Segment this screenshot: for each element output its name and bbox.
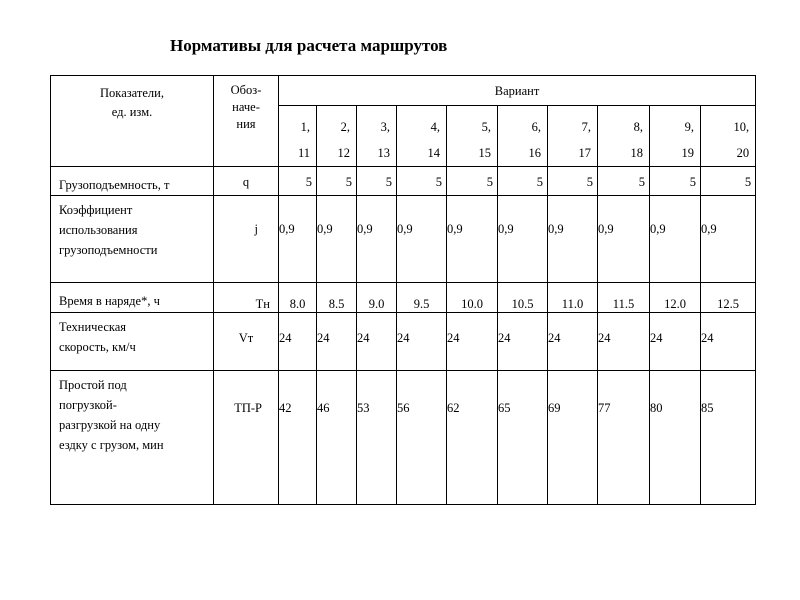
table-cell: 24: [279, 313, 317, 371]
table-row-loading-idle-time: [51, 371, 756, 505]
variant-number-4: [397, 106, 447, 167]
variant-number-top: 2,: [340, 120, 350, 134]
row-symbol: j: [214, 196, 279, 283]
variant-number-top: 1,: [300, 120, 310, 134]
table-cell: 5: [397, 167, 447, 196]
table-cell: 85: [701, 371, 756, 505]
table-cell: 5: [701, 167, 756, 196]
table-row-capacity-utilization: [51, 196, 756, 283]
row-symbol: q: [214, 167, 279, 196]
variant-number-8: [598, 106, 650, 167]
table-cell: 24: [598, 313, 650, 371]
variant-number-top: 7,: [581, 120, 591, 134]
table-cell: 12.5: [701, 283, 756, 313]
table-cell: 24: [357, 313, 397, 371]
variant-number-bottom: 18: [630, 146, 643, 160]
table-cell: 0,9: [548, 196, 598, 283]
variant-number-5: [447, 106, 498, 167]
variant-number-bottom: 15: [478, 146, 491, 160]
header-indicator-line2: ед. изм.: [111, 105, 153, 119]
row-label: [51, 371, 214, 505]
row-label-line: использования: [59, 223, 138, 237]
variant-number-top: 5,: [481, 120, 491, 134]
row-label-line: Грузоподъемность, т: [59, 178, 170, 192]
table-cell: 0,9: [598, 196, 650, 283]
table-cell: 11.5: [598, 283, 650, 313]
table-cell: 24: [650, 313, 701, 371]
variant-number-bottom: 19: [681, 146, 694, 160]
table-cell: 0,9: [498, 196, 548, 283]
table-cell: 24: [317, 313, 357, 371]
header-symbol-line2: наче-: [232, 100, 260, 114]
table-cell: 42: [279, 371, 317, 505]
variant-number-2: [317, 106, 357, 167]
table-cell: 24: [498, 313, 548, 371]
table-cell: 8.5: [317, 283, 357, 313]
variant-number-6: [498, 106, 548, 167]
row-label: [51, 283, 214, 313]
table-cell: 5: [357, 167, 397, 196]
row-symbol: Vт: [214, 313, 279, 371]
row-label-line: разгрузкой на одну: [59, 418, 161, 432]
table-cell: 5: [279, 167, 317, 196]
variant-number-9: [650, 106, 701, 167]
table-cell: 0,9: [357, 196, 397, 283]
row-label-line: ездку с грузом, мин: [59, 438, 164, 452]
row-symbol: ТП-Р: [214, 371, 279, 505]
variant-number-10: [701, 106, 756, 167]
table-cell: 5: [598, 167, 650, 196]
variant-number-bottom: 20: [736, 146, 750, 160]
page-title: Нормативы для расчета маршрутов: [170, 36, 448, 55]
table-cell: 5: [447, 167, 498, 196]
table-cell: 5: [317, 167, 357, 196]
table-cell: 9.5: [397, 283, 447, 313]
table-cell: 0,9: [317, 196, 357, 283]
variant-number-top: 4,: [430, 120, 440, 134]
row-label: [51, 196, 214, 283]
table-cell: 56: [397, 371, 447, 505]
row-label: [51, 313, 214, 371]
table-cell: 5: [498, 167, 548, 196]
table-cell: 69: [548, 371, 598, 505]
table-cell: 0,9: [650, 196, 701, 283]
variant-number-top: 3,: [380, 120, 390, 134]
table-cell: 10.0: [447, 283, 498, 313]
table-cell: 5: [548, 167, 598, 196]
table-cell: 24: [548, 313, 598, 371]
table-cell: 11.0: [548, 283, 598, 313]
variant-number-bottom: 12: [337, 146, 350, 160]
variant-number-top: 8,: [633, 120, 643, 134]
header-variant: Вариант: [279, 76, 756, 106]
table-cell: 5: [650, 167, 701, 196]
row-symbol: Тн: [214, 283, 279, 313]
table-row-shift-time: [51, 283, 756, 313]
table-cell: 53: [357, 371, 397, 505]
header-indicator: [51, 76, 214, 167]
table-cell: 77: [598, 371, 650, 505]
variant-number-3: [357, 106, 397, 167]
row-label-line: Время в наряде*, ч: [59, 294, 160, 308]
variant-number-bottom: 11: [297, 146, 310, 160]
norms-table: [50, 75, 756, 505]
table-cell: 0,9: [279, 196, 317, 283]
row-label-line: Техническая: [59, 320, 127, 334]
table-row-technical-speed: [51, 313, 756, 371]
table-cell: 24: [701, 313, 756, 371]
table-cell: 80: [650, 371, 701, 505]
row-label-line: грузоподъемности: [59, 243, 158, 257]
table-cell: 24: [397, 313, 447, 371]
table-cell: 0,9: [701, 196, 756, 283]
variant-number-top: 9,: [684, 120, 694, 134]
table-cell: 8.0: [279, 283, 317, 313]
header-symbol-line1: Обоз-: [230, 83, 262, 97]
table-cell: 24: [447, 313, 498, 371]
variant-number-bottom: 13: [377, 146, 390, 160]
row-label-line: Простой под: [59, 378, 127, 392]
table-cell: 9.0: [357, 283, 397, 313]
row-label-line: Коэффициент: [59, 203, 133, 217]
row-label-line: погрузкой-: [59, 398, 117, 412]
variant-number-top: 10,: [733, 120, 750, 134]
table-cell: 46: [317, 371, 357, 505]
variant-number-bottom: 14: [427, 146, 440, 160]
table-cell: 0,9: [447, 196, 498, 283]
header-indicator-line1: Показатели,: [100, 86, 164, 100]
variant-number-7: [548, 106, 598, 167]
table-cell: 10.5: [498, 283, 548, 313]
table-cell: 62: [447, 371, 498, 505]
variant-number-bottom: 16: [528, 146, 541, 160]
table-cell: 12.0: [650, 283, 701, 313]
table-cell: 65: [498, 371, 548, 505]
variant-number-1: [279, 106, 317, 167]
variant-number-top: 6,: [531, 120, 541, 134]
row-label-line: скорость, км/ч: [59, 340, 136, 354]
header-symbol: [214, 76, 279, 167]
table-cell: 0,9: [397, 196, 447, 283]
variant-number-bottom: 17: [578, 146, 591, 160]
header-symbol-line3: ния: [236, 117, 256, 131]
table-row-load-capacity: [51, 167, 756, 196]
row-label: [51, 167, 214, 196]
